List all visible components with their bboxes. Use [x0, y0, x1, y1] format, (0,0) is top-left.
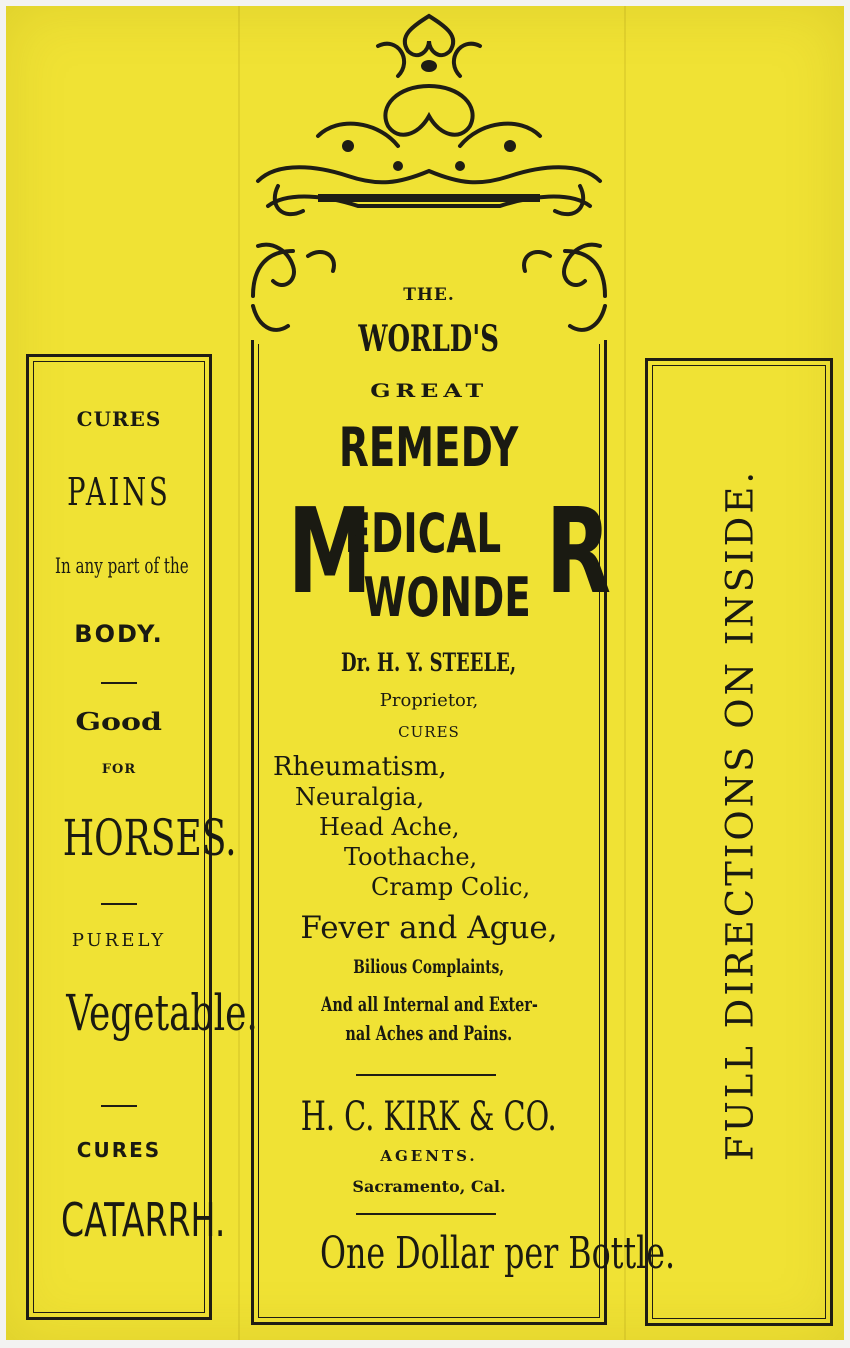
ailment-item: Head Ache, — [319, 813, 460, 841]
cures-label-2: CURES — [76, 1138, 162, 1162]
agents-text: AGENTS. — [380, 1147, 478, 1165]
fold-crease — [624, 6, 626, 1340]
left-panel — [26, 354, 258, 1320]
internal-text: And all Internal and Exter- — [320, 992, 538, 1016]
ailment-item: Neuralgia, — [295, 783, 425, 811]
for-text: FOR — [101, 762, 137, 777]
divider — [356, 1213, 496, 1215]
body-heading: BODY. — [74, 620, 164, 648]
divider — [356, 1074, 496, 1076]
medical-initial: M — [287, 482, 372, 620]
ailment-item: Toothache, — [344, 843, 478, 871]
directions-text: FULL DIRECTIONS ON INSIDE. — [718, 468, 762, 1162]
divider — [101, 682, 137, 684]
ailment-item: Cramp Colic, — [371, 873, 531, 901]
horses-heading: HORSES. — [62, 809, 237, 867]
divider — [101, 1105, 137, 1107]
purely-text: PURELY — [71, 930, 167, 951]
bilious-text: Bilious Complaints, — [353, 956, 505, 978]
agent-name: H. C. KIRK & CO. — [301, 1094, 557, 1140]
wonder-final: R — [545, 482, 612, 620]
cures-text: CURES — [398, 723, 460, 741]
cures-label: CURES — [76, 407, 162, 431]
the-text: THE. — [403, 285, 455, 305]
center-content — [251, 0, 676, 1348]
internal-text-2: nal Aches and Pains. — [345, 1021, 513, 1045]
doctor-name: Dr. H. Y. STEELE, — [341, 648, 517, 677]
catarrh-heading: CATARRH. — [60, 1193, 226, 1247]
good-text: Good — [75, 707, 163, 736]
ailment-item: Rheumatism, — [273, 752, 447, 782]
price-text: One Dollar per Bottle. — [320, 1228, 676, 1279]
remedy-heading: REMEDY — [339, 416, 519, 479]
fold-crease — [238, 6, 240, 1340]
medical-heading: EDICAL — [344, 502, 502, 565]
location-text: Sacramento, Cal. — [352, 1177, 506, 1196]
worlds-heading: WORLD'S — [358, 318, 500, 360]
fever-text: Fever and Ague, — [300, 910, 558, 946]
wonder-heading: WONDE — [363, 566, 531, 629]
divider — [101, 903, 137, 905]
proprietor-text: Proprietor, — [379, 690, 479, 711]
vegetable-heading: Vegetable. — [66, 984, 258, 1042]
in-any-part-text: In any part of the — [54, 554, 189, 578]
pains-heading: PAINS — [67, 470, 171, 514]
great-text: GREAT — [370, 380, 488, 402]
